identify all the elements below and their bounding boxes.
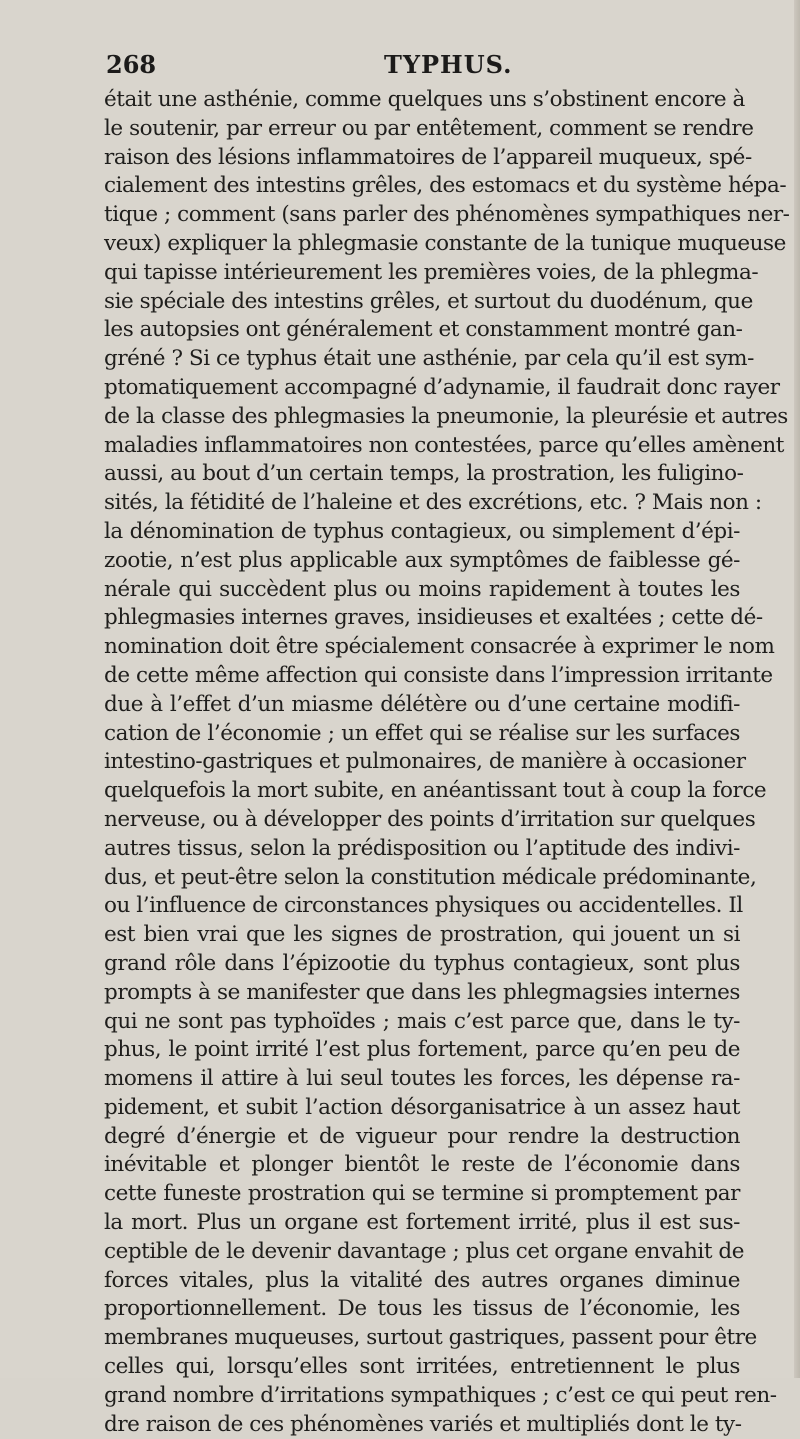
- text-line: degré d’énergie et de vigueur pour rendre la destruction: [104, 1123, 740, 1149]
- text-line: qui ne sont pas typhoïdes ; mais c’est parce que, dans le ty-: [104, 1008, 740, 1034]
- text-line: phlegmasies internes graves, insidieuses et exaltées ; cette dé-: [104, 605, 763, 631]
- text-line: inévitable et plonger bientôt le reste de l’économie dans: [104, 1152, 740, 1178]
- text-line: momens il attire à lui seul toutes les forces, les dépense ra-: [104, 1066, 740, 1092]
- text-line: grand nombre d’irritations sympathiques ; c’est ce qui peut ren-: [104, 1382, 777, 1408]
- text-line: veux) expliquer la phlegmasie constante de la tunique muqueuse: [104, 230, 786, 256]
- text-line: le soutenir, par erreur ou par entêtement, comment se rendre: [104, 115, 754, 141]
- text-line: forces vitales, plus la vitalité des autres organes diminue: [104, 1267, 740, 1293]
- text-line: la mort. Plus un organe est fortement irrité, plus il est sus-: [104, 1210, 740, 1236]
- text-line: sités, la fétidité de l’haleine et des excrétions, etc. ? Mais non :: [104, 490, 762, 516]
- text-line: nérale qui succèdent plus ou moins rapidement à toutes les: [104, 576, 740, 602]
- text-line: prompts à se manifester que dans les phlegmagsies internes: [104, 979, 740, 1005]
- text-line: nomination doit être spécialement consacrée à exprimer le nom: [104, 634, 775, 660]
- text-line: aussi, au bout d’un certain temps, la prostration, les fuligino-: [104, 461, 744, 487]
- text-line: phus, le point irrité l’est plus fortement, parce qu’en peu de: [104, 1037, 740, 1063]
- text-line: dus, et peut-être selon la constitution médicale prédominante,: [104, 864, 757, 890]
- text-line: quelquefois la mort subite, en anéantissant tout à coup la force: [104, 778, 767, 804]
- page-header: [106, 50, 746, 86]
- text-line: grand rôle dans l’épizootie du typhus contagieux, sont plus: [104, 950, 740, 976]
- page-number: 268: [106, 50, 157, 79]
- text-line: de la classe des phlegmasies la pneumonie, la pleurésie et autres: [104, 403, 788, 429]
- text-line: intestino-gastriques et pulmonaires, de manière à occasioner: [104, 749, 746, 775]
- text-line: cialement des intestins grêles, des estomacs et du système hépa-: [104, 173, 787, 199]
- text-line: ou l’influence de circonstances physiques ou accidentelles. Il: [104, 893, 743, 919]
- text-line: est bien vrai que les signes de prostration, qui jouent un si: [104, 922, 740, 948]
- text-line: gréné ? Si ce typhus était une asthénie, par cela qu’il est sym-: [104, 346, 754, 372]
- page-edge-shadow: [794, 0, 800, 1378]
- text-line: raison des lésions inflammatoires de l’appareil muqueux, spé-: [104, 144, 752, 170]
- text-line: autres tissus, selon la prédisposition ou l’aptitude des indivi-: [104, 835, 740, 861]
- text-line: zootie, n’est plus applicable aux symptômes de faiblesse gé-: [104, 547, 740, 573]
- text-line: due à l’effet d’un miasme délétère ou d’une certaine modifi-: [104, 691, 740, 717]
- text-line: était une asthénie, comme quelques uns s’obstinent encore à: [104, 87, 745, 112]
- text-line: sie spéciale des intestins grêles, et surtout du duodénum, que: [104, 288, 753, 314]
- text-line: de cette même affection qui consiste dans l’impression irritante: [104, 662, 773, 688]
- text-line: tique ; comment (sans parler des phénomènes sympathiques ner-: [104, 202, 790, 228]
- text-line: celles qui, lorsqu’elles sont irritées, entretiennent le plus: [104, 1354, 740, 1380]
- text-line: dre raison de ces phénomènes variés et multipliés dont le ty-: [104, 1411, 742, 1437]
- text-line: la dénomination de typhus contagieux, ou simplement d’épi-: [104, 518, 740, 544]
- text-line: cation de l’économie ; un effet qui se réalise sur les surfaces: [104, 720, 740, 746]
- text-line: pidement, et subit l’action désorganisatrice à un assez haut: [104, 1094, 740, 1120]
- text-line: nerveuse, ou à développer des points d’irritation sur quelques: [104, 806, 756, 832]
- text-line: cette funeste prostration qui se termine si promptement par: [104, 1181, 740, 1207]
- text-line: ceptible de le devenir davantage ; plus cet organe envahit de: [104, 1238, 745, 1264]
- text-line: ptomatiquement accompagné d’adynamie, il faudrait donc rayer: [104, 374, 780, 400]
- running-title: TYPHUS.: [384, 50, 513, 79]
- text-line: proportionnellement. De tous les tissus de l’économie, les: [104, 1296, 740, 1322]
- text-line: maladies inflammatoires non contestées, parce qu’elles amènent: [104, 432, 784, 458]
- body-paragraph: [104, 86, 790, 1439]
- text-line: les autopsies ont généralement et constamment montré gan-: [104, 317, 743, 343]
- text-line: qui tapisse intérieurement les premières voies, de la phlegma-: [104, 259, 759, 285]
- text-line: membranes muqueuses, surtout gastriques, passent pour être: [104, 1325, 757, 1351]
